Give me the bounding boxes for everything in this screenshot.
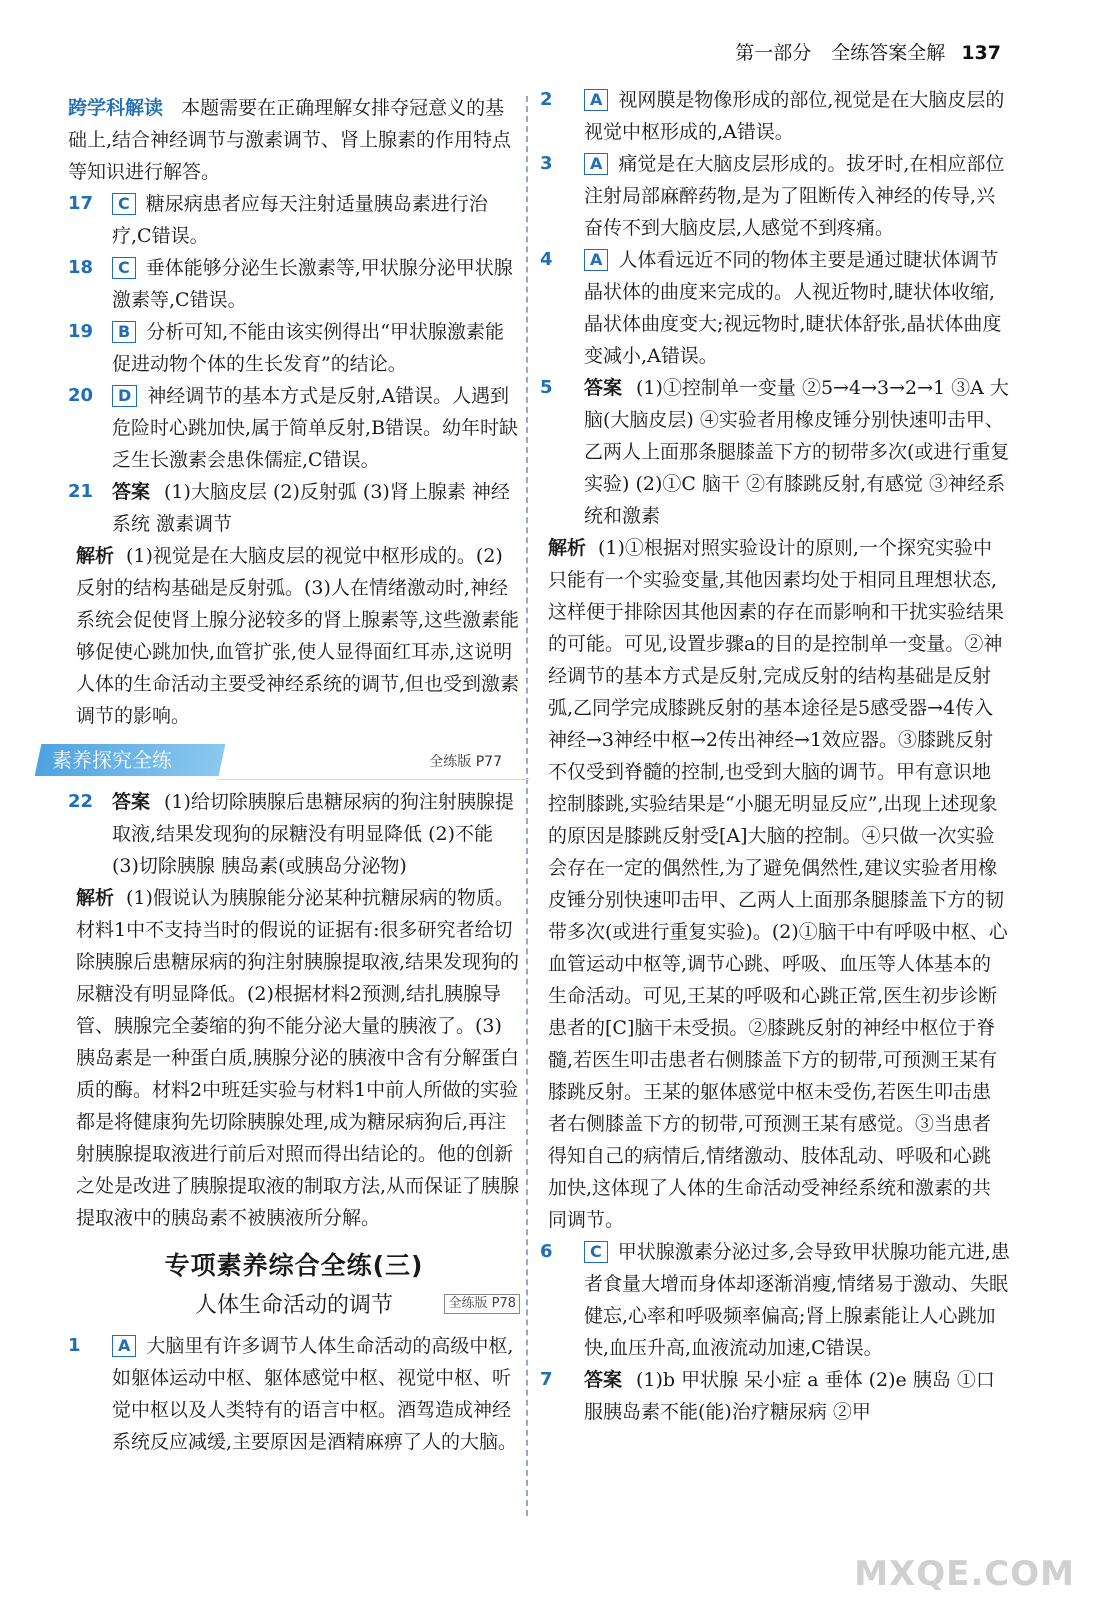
item-text: 分析可知,不能由该实例得出“甲状腺激素能促进动物个体的生长发育”的结论。 — [112, 321, 504, 375]
analysis-label: 解析 — [76, 887, 115, 909]
answer-item-22 — [68, 786, 520, 882]
answer-item-3 — [540, 148, 1010, 244]
item-text: 人体看远近不同的物体主要是通过睫状体调节晶状体的曲度来完成的。人视近物时,睫状体收缩,晶状体曲度变大;视远物时,睫状体舒张,晶状体曲度变减小,A错误。 — [584, 249, 1002, 367]
answer-text: (1)b 甲状腺 呆小症 a 垂体 (2)e 胰岛 ①口服胰岛素不能(能)治疗糖尿病 ②甲 — [584, 1369, 995, 1423]
answer-choice: D — [112, 385, 137, 407]
item-text: 痛觉是在大脑皮层形成的。拔牙时,在相应部位注射局部麻醉药物,是为了阻断传入神经的传导,兴奋传不到大脑皮层,人感觉不到疼痛。 — [584, 153, 1005, 239]
answer-text: (1)给切除胰腺后患糖尿病的狗注射胰腺提取液,结果发现狗的尿糖没有明显降低 (2)不能 (3)切除胰腺 胰岛素(或胰岛分泌物) — [112, 791, 514, 877]
item-number: 17 — [68, 193, 94, 214]
analysis-label: 解析 — [76, 545, 115, 567]
section-ref: 全练版 P78 — [444, 1294, 520, 1314]
answer-choice: A — [584, 89, 608, 111]
item-number: 6 — [540, 1241, 553, 1262]
right-column — [540, 84, 1010, 1428]
banner-label: 素养探究全练 — [52, 748, 172, 772]
banner-rule — [218, 779, 530, 780]
answer-item-6 — [540, 1236, 1010, 1364]
page-header — [735, 38, 1001, 65]
answer-item-1 — [68, 1330, 520, 1458]
answer-choice: C — [112, 193, 136, 215]
analysis-text: (1)视觉是在大脑皮层的视觉中枢形成的。(2)反射的结构基础是反射弧。(3)人在情绪激动时,神经系统会促使肾上腺分泌较多的肾上腺素等,这些激素能够促使心跳加快,血管扩张,使人显得面红耳赤,这说明人体的生命活动主要受神经系统的调节,但也受到激素调节的影响。 — [76, 545, 520, 727]
item-number: 19 — [68, 321, 94, 342]
page-number: 137 — [961, 42, 1001, 64]
answer-label: 答案 — [112, 481, 151, 503]
item-number: 22 — [68, 791, 94, 812]
answer-choice: A — [112, 1335, 136, 1357]
banner-ref: 全练版 P77 — [429, 754, 502, 770]
item-text: 糖尿病患者应每天注射适量胰岛素进行治疗,C错误。 — [112, 193, 488, 247]
item-number: 20 — [68, 385, 94, 406]
answer-item-19 — [68, 316, 520, 380]
left-column — [52, 92, 520, 1458]
item-text: 大脑里有许多调节人体生命活动的高级中枢,如躯体运动中枢、躯体感觉中枢、视觉中枢、听觉中枢以及人类特有的语言中枢。酒驾造成神经系统反应减缓,主要原因是酒精麻痹了人的大脑。 — [112, 1335, 518, 1453]
item-text: 视网膜是物像形成的部位,视觉是在大脑皮层的视觉中枢形成的,A错误。 — [584, 89, 1005, 143]
answer-item-17 — [68, 188, 520, 252]
analysis-22 — [68, 882, 520, 1234]
item-text: 甲状腺激素分泌过多,会导致甲状腺功能亢进,患者食量大增而身体却逐渐消瘦,情绪易于激动、失眠健忘,心率和呼吸频率偏高;肾上腺素能让人心跳加快,血压升高,血液流动加速,C错误。 — [584, 1241, 1010, 1359]
section-subtitle: 人体生命活动的调节 — [194, 1293, 393, 1318]
section-banner — [38, 742, 520, 780]
answer-item-20 — [68, 380, 520, 476]
answer-item-7 — [540, 1364, 1010, 1428]
answer-item-5 — [540, 372, 1010, 532]
section-subtitle-row — [68, 1290, 520, 1322]
analysis-21 — [68, 540, 520, 732]
item-number: 7 — [540, 1369, 553, 1390]
item-text: 神经调节的基本方式是反射,A错误。人遇到危险时心跳加快,属于简单反射,B错误。幼年时缺乏生长激素会患侏儒症,C错误。 — [112, 385, 519, 471]
answer-choice: B — [112, 321, 136, 343]
analysis-text: (1)①根据对照实验设计的原则,一个探究实验中只能有一个实验变量,其他因素均处于相同且理想状态,这样便于排除因其他因素的存在而影响和干扰实验结果的可能。可见,设置步骤a的目的是控制单一变量。②神经调节的基本方式是反射,完成反射的结构基础是反射弧,乙同学完成膝跳反射的基本途径是5感受器→4传入神经→3神经中枢→2传出神经→1效应器。③膝跳反射不仅受到脊髓的控制,也受到大脑的调节。甲有意识地控制膝跳,实验结果是“小腿无明显反应”,出现上述现象的原因是膝跳反射受[A]大脑的控制。④只做一次实验会存在一定的偶然性,为了避免偶然性,建议实验者用橡皮锤分别快速叩击甲、乙两人上面那条腿膝盖下方的韧带多次(或进行重复实验)。(2)①脑干中有呼吸中枢、心血管运动中枢等,调节心跳、呼吸、血压等人体基本的生命活动。可见,王某的呼吸和心跳正常,医生初步诊断患者的[C]脑干未受损。②膝跳反射的神经中枢位于脊髓,若医生叩击患者右侧膝盖下方的韧带,可预测王某有膝跳反射。王某的躯体感觉中枢未受伤,若医生叩击患者右侧膝盖下方的韧带,可预测王某有感觉。③当患者得知自己的病情后,情绪激动、肢体乱动、呼吸和心跳加快,这体现了人体的生命活动受神经系统和激素的共同调节。 — [548, 537, 1008, 1231]
intro-label: 跨学科解读 — [68, 97, 164, 119]
answer-item-2 — [540, 84, 1010, 148]
intro-paragraph — [68, 92, 520, 188]
item-number: 18 — [68, 257, 94, 278]
analysis-label: 解析 — [548, 537, 587, 559]
watermark: MXQE.COM — [854, 1554, 1075, 1594]
item-number: 5 — [540, 377, 553, 398]
header-part: 第一部分 — [735, 42, 812, 64]
answer-item-21 — [68, 476, 520, 540]
column-divider — [526, 96, 528, 1516]
intro-text: 本题需要在正确理解女排夺冠意义的基础上,结合神经调节与激素调节、肾上腺素的作用特点等知识进行解答。 — [68, 97, 512, 183]
answer-item-4 — [540, 244, 1010, 372]
item-number: 2 — [540, 89, 553, 110]
item-number: 4 — [540, 249, 553, 270]
item-number: 1 — [68, 1335, 81, 1356]
answer-item-18 — [68, 252, 520, 316]
analysis-5 — [540, 532, 1010, 1236]
item-text: 垂体能够分泌生长激素等,甲状腺分泌甲状腺激素等,C错误。 — [112, 257, 513, 311]
analysis-text: (1)假说认为胰腺能分泌某种抗糖尿病的物质。材料1中不支持当时的假说的证据有:很多研究者给切除胰腺后患糖尿病的狗注射胰腺提取液,结果发现狗的尿糖没有明显降低。(2)根据材料2预测,结扎胰腺导管、胰腺完全萎缩的狗不能分泌大量的胰液了。(3)胰岛素是一种蛋白质,胰腺分泌的胰液中含有分解蛋白质的酶。材料2中班廷实验与材料1中前人所做的实验都是将健康狗先切除胰腺处理,成为糖尿病狗后,再注射胰腺提取液进行前后对照而得出结论的。他的创新之处是改进了胰腺提取液的制取方法,从而保证了胰腺提取液中的胰岛素不被胰液所分解。 — [76, 887, 520, 1229]
answer-label: 答案 — [584, 377, 623, 399]
item-number: 21 — [68, 481, 94, 502]
header-title: 全练答案全解 — [831, 42, 946, 64]
answer-text: (1)大脑皮层 (2)反射弧 (3)肾上腺素 神经系统 激素调节 — [112, 481, 510, 535]
answer-label: 答案 — [112, 791, 151, 813]
answer-choice: A — [584, 153, 608, 175]
item-number: 3 — [540, 153, 553, 174]
answer-choice: A — [584, 249, 608, 271]
section-title: 专项素养综合全练(三) — [164, 1251, 424, 1280]
answer-choice: C — [584, 1241, 608, 1263]
answer-label: 答案 — [584, 1369, 623, 1391]
banner-tag — [35, 744, 226, 776]
answer-choice: C — [112, 257, 136, 279]
answer-text: (1)①控制单一变量 ②5→4→3→2→1 ③A 大脑(大脑皮层) ④实验者用橡皮锤分别快速叩击甲、乙两人上面那条腿膝盖下方的韧带多次(或进行重复实验) (2)①C 脑干 ②有膝跳反射,有感觉 ③神经系统和激素 — [584, 377, 1010, 527]
